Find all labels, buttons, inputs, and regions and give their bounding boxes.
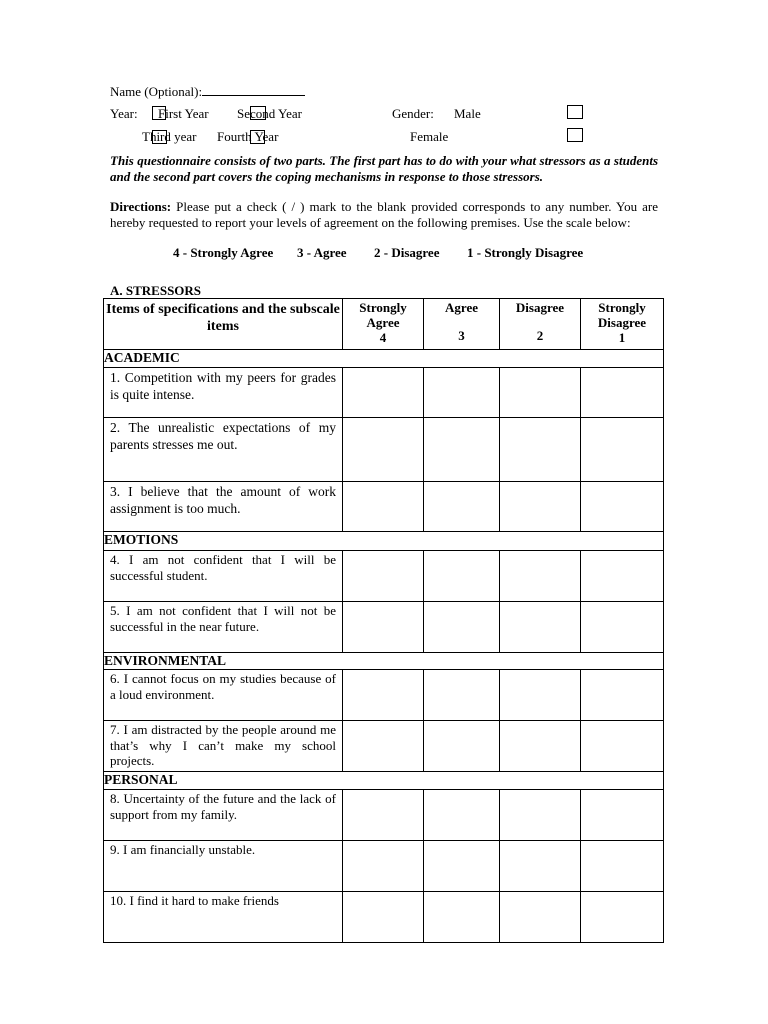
section-row-personal: PERSONAL (104, 772, 664, 790)
table-row (104, 602, 664, 653)
rating-cell-1[interactable] (581, 551, 664, 602)
item-text: 4. I am not confident that I will be successful student. (104, 551, 343, 602)
male-checkbox[interactable] (567, 105, 583, 119)
rating-cell-2[interactable] (500, 721, 581, 772)
item-text: 7. I am distracted by the people around me that’s why I can’t make my school projects. (104, 721, 343, 772)
item-text: 6. I cannot focus on my studies because of a loud environment. (104, 670, 343, 721)
rating-cell-4[interactable] (343, 418, 424, 482)
year-label: Year: (110, 106, 138, 121)
section-row-academic: ACADEMIC (104, 350, 664, 368)
section-title: A. STRESSORS (110, 283, 202, 298)
rating-cell-1[interactable] (581, 892, 664, 943)
second-year-label: Second Year (237, 106, 302, 121)
rating-cell-4[interactable] (343, 721, 424, 772)
rating-cell-1[interactable] (581, 482, 664, 532)
rating-cell-4[interactable] (343, 368, 424, 418)
rating-cell-3[interactable] (424, 368, 500, 418)
rating-cell-2[interactable] (500, 482, 581, 532)
name-field (110, 83, 305, 100)
third-year-label: Third year (142, 129, 197, 144)
rating-cell-4[interactable] (343, 670, 424, 721)
rating-cell-3[interactable] (424, 670, 500, 721)
rating-cell-3[interactable] (424, 892, 500, 943)
rating-cell-3[interactable] (424, 482, 500, 532)
table-row (104, 841, 664, 892)
scale-4: 4 - Strongly Agree (173, 245, 274, 260)
first-year-label: First Year (158, 106, 209, 121)
table-row (104, 482, 664, 532)
rating-cell-4[interactable] (343, 790, 424, 841)
section-row-emotions: EMOTIONS (104, 532, 664, 551)
rating-cell-2[interactable] (500, 841, 581, 892)
item-text: 1. Competition with my peers for grades is quite intense. (104, 368, 343, 418)
table-header-row (104, 299, 664, 350)
col-header-strongly-disagree: Strongly Disagree 1 (581, 299, 664, 350)
table-row (104, 790, 664, 841)
fourth-year-label: Fourth Year (217, 129, 279, 144)
item-text: 10. I find it hard to make friends (104, 892, 343, 943)
scale-3: 3 - Agree (297, 245, 347, 260)
rating-cell-1[interactable] (581, 670, 664, 721)
scale-2: 2 - Disagree (374, 245, 440, 260)
rating-cell-1[interactable] (581, 721, 664, 772)
female-checkbox[interactable] (567, 128, 583, 142)
name-label: Name (Optional): (110, 84, 203, 99)
rating-cell-2[interactable] (500, 551, 581, 602)
rating-cell-4[interactable] (343, 602, 424, 653)
table-row (104, 551, 664, 602)
rating-cell-2[interactable] (500, 892, 581, 943)
col-header-disagree: Disagree 2 (500, 299, 581, 350)
section-row-environmental: ENVIRONMENTAL (104, 653, 664, 670)
rating-cell-2[interactable] (500, 670, 581, 721)
table-row (104, 368, 664, 418)
rating-cell-2[interactable] (500, 368, 581, 418)
rating-cell-3[interactable] (424, 551, 500, 602)
item-text: 2. The unrealistic expectations of my parents stresses me out. (104, 418, 343, 482)
male-label: Male (454, 106, 481, 121)
rating-cell-1[interactable] (581, 790, 664, 841)
col-header-agree: Agree 3 (424, 299, 500, 350)
rating-cell-3[interactable] (424, 721, 500, 772)
item-text: 9. I am financially unstable. (104, 841, 343, 892)
rating-cell-2[interactable] (500, 790, 581, 841)
rating-cell-3[interactable] (424, 841, 500, 892)
table-row (104, 670, 664, 721)
rating-cell-3[interactable] (424, 790, 500, 841)
rating-cell-4[interactable] (343, 551, 424, 602)
name-blank-line[interactable] (202, 83, 305, 96)
rating-cell-2[interactable] (500, 418, 581, 482)
rating-cell-4[interactable] (343, 841, 424, 892)
female-label: Female (410, 129, 449, 144)
gender-label: Gender: (392, 106, 434, 121)
item-text: 3. I believe that the amount of work assignment is too much. (104, 482, 343, 532)
table-row (104, 892, 664, 943)
directions-text: Please put a check ( / ) mark to the blank provided corresponds to any number. You are hereby requested to report your levels of agreement on the following premises. Use the scale below: (110, 199, 658, 230)
rating-cell-1[interactable] (581, 418, 664, 482)
intro-text: This questionnaire consists of two parts. The first part has to do with your what stressors as a students and the second part covers the coping mechanisms in response to those stressors. (110, 153, 658, 184)
table-row (104, 721, 664, 772)
rating-cell-1[interactable] (581, 368, 664, 418)
stressors-table (103, 298, 664, 943)
scale-1: 1 - Strongly Disagree (467, 245, 584, 260)
rating-cell-1[interactable] (581, 841, 664, 892)
item-header: Items of specifications and the subscale items (104, 299, 343, 350)
item-text: 5. I am not confident that I will not be successful in the near future. (104, 602, 343, 653)
rating-cell-4[interactable] (343, 482, 424, 532)
rating-cell-3[interactable] (424, 418, 500, 482)
directions-label: Directions: (110, 199, 172, 214)
col-header-strongly-agree: Strongly Agree 4 (343, 299, 424, 350)
table-row (104, 418, 664, 482)
rating-cell-1[interactable] (581, 602, 664, 653)
rating-cell-3[interactable] (424, 602, 500, 653)
directions-paragraph (110, 199, 658, 230)
rating-cell-2[interactable] (500, 602, 581, 653)
rating-cell-4[interactable] (343, 892, 424, 943)
item-text: 8. Uncertainty of the future and the lack of support from my family. (104, 790, 343, 841)
